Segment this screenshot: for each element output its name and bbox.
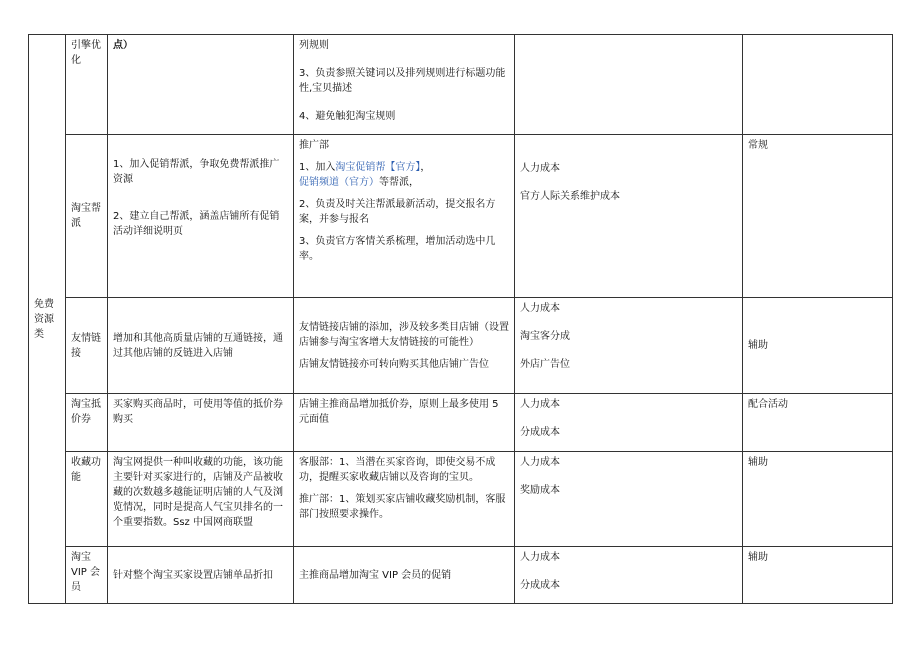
note-text: 辅助 bbox=[748, 340, 768, 351]
desc-text: 淘宝网提供一种叫收藏的功能，该功能主要针对买家进行的，店铺及产品被收藏的次数越多越能证明店铺的人气及浏览情况，同时是提高人气宝贝排名的一个重要指数。Ssz 中国网商联盟 bbox=[113, 457, 283, 528]
dept-text: 3、负责官方客情关系梳理，增加活动选中几率。 bbox=[299, 236, 496, 262]
dept-text: 店铺友情链接亦可转向购买其他店铺广告位 bbox=[299, 358, 489, 370]
cost-text: 淘宝客分成 bbox=[520, 331, 570, 342]
desc-text: 针对整个淘宝买家设置店铺单品折扣 bbox=[113, 569, 273, 581]
category-cell bbox=[29, 35, 66, 604]
dept-text: 推广部：1、策划买家店铺收藏奖励机制，客服部门按照要求操作。 bbox=[299, 494, 506, 520]
desc-text: 2、建立自己帮派，涵盖店铺所有促销活动详细说明页 bbox=[113, 211, 280, 237]
official-group-link[interactable]: 淘宝促销帮【官方】 bbox=[335, 162, 421, 173]
cost-text: 分成成本 bbox=[520, 580, 560, 591]
dept-cell bbox=[294, 452, 515, 547]
promo-channel-link[interactable]: 促销频道（官方） bbox=[299, 177, 379, 188]
item-name: 收藏功能 bbox=[71, 457, 101, 483]
note-cell bbox=[743, 547, 893, 604]
cost-text: 官方人际关系维护成本 bbox=[520, 191, 620, 202]
item-name-cell bbox=[66, 547, 108, 604]
cost-text: 奖励成本 bbox=[520, 485, 560, 496]
item-name: 引擎优化 bbox=[71, 40, 101, 66]
note-text: 辅助 bbox=[748, 552, 768, 563]
category-label: 免费资源类 bbox=[34, 298, 54, 340]
cost-cell bbox=[515, 35, 743, 135]
note-cell bbox=[743, 135, 893, 298]
desc-text: 1、加入促销帮派，争取免费帮派推广资源 bbox=[113, 159, 280, 185]
item-name-cell bbox=[66, 452, 108, 547]
desc-text: 增加和其他高质量店铺的互通链接，通过其他店铺的反链进入店铺 bbox=[113, 332, 283, 359]
cost-text: 外店广告位 bbox=[520, 359, 570, 370]
dept-text: 2、负责及时关注帮派最新活动，提交报名方案，并参与报名 bbox=[299, 199, 496, 225]
promotion-table bbox=[28, 34, 893, 604]
dept-text-part: ， bbox=[420, 162, 431, 173]
desc-cell bbox=[108, 135, 294, 298]
cost-text: 人力成本 bbox=[520, 399, 560, 410]
dept-cell bbox=[294, 35, 515, 135]
item-name-cell bbox=[66, 35, 108, 135]
cost-cell bbox=[515, 394, 743, 452]
table-row bbox=[29, 298, 893, 394]
dept-cell bbox=[294, 394, 515, 452]
table-row bbox=[29, 135, 893, 298]
desc-cell bbox=[108, 394, 294, 452]
dept-text-part: 1、加入 bbox=[299, 162, 336, 173]
item-name: 淘宝帮派 bbox=[71, 203, 101, 229]
desc-cell bbox=[108, 452, 294, 547]
desc-text: 点） bbox=[113, 40, 133, 51]
dept-text: 店铺主推商品增加抵价券，原则上最多使用 5 元面值 bbox=[299, 399, 499, 425]
item-name-cell bbox=[66, 394, 108, 452]
note-text: 配合活动 bbox=[748, 399, 788, 410]
note-text: 常规 bbox=[748, 140, 768, 151]
desc-cell bbox=[108, 547, 294, 604]
note-text: 辅助 bbox=[748, 457, 768, 468]
dept-text: 主推商品增加淘宝 VIP 会员的促销 bbox=[299, 569, 452, 581]
table-row bbox=[29, 35, 893, 135]
dept-text: 友情链接店铺的添加，涉及较多类目店铺（设置店铺参与淘宝客增大友情链接的可能性） bbox=[299, 321, 509, 348]
cost-text: 分成成本 bbox=[520, 427, 560, 438]
cost-cell bbox=[515, 298, 743, 394]
note-cell bbox=[743, 298, 893, 394]
cost-cell bbox=[515, 135, 743, 298]
table-row bbox=[29, 547, 893, 604]
dept-text: 列规则 bbox=[299, 40, 329, 51]
desc-cell bbox=[108, 35, 294, 135]
cost-text: 人力成本 bbox=[520, 457, 560, 468]
note-cell bbox=[743, 35, 893, 135]
cost-text: 人力成本 bbox=[520, 163, 560, 174]
dept-text: 4、避免触犯淘宝规则 bbox=[299, 111, 396, 122]
dept-cell bbox=[294, 135, 515, 298]
dept-text: 客服部：1、当潜在买家咨询，即使交易不成功，提醒买家收藏店铺以及咨询的宝贝。 bbox=[299, 457, 496, 483]
item-name: 友情链接 bbox=[71, 332, 101, 359]
dept-text: 3、负责参照关键词以及排列规则进行标题功能性,宝贝描述 bbox=[299, 68, 506, 94]
desc-text: 买家购买商品时，可使用等值的抵价券购买 bbox=[113, 399, 283, 425]
cost-cell bbox=[515, 547, 743, 604]
dept-text bbox=[299, 160, 509, 190]
table-row bbox=[29, 452, 893, 547]
dept-head: 推广部 bbox=[299, 140, 329, 151]
item-name-cell bbox=[66, 298, 108, 394]
note-cell bbox=[743, 394, 893, 452]
item-name-cell bbox=[66, 135, 108, 298]
cost-text: 人力成本 bbox=[520, 303, 560, 314]
item-name: 淘宝VIP 会员 bbox=[71, 552, 100, 593]
dept-cell bbox=[294, 547, 515, 604]
table-row bbox=[29, 394, 893, 452]
dept-text-part: 等帮派， bbox=[379, 177, 419, 188]
dept-cell bbox=[294, 298, 515, 394]
cost-cell bbox=[515, 452, 743, 547]
item-name: 淘宝抵价券 bbox=[71, 399, 101, 425]
desc-cell bbox=[108, 298, 294, 394]
cost-text: 人力成本 bbox=[520, 552, 560, 563]
note-cell bbox=[743, 452, 893, 547]
